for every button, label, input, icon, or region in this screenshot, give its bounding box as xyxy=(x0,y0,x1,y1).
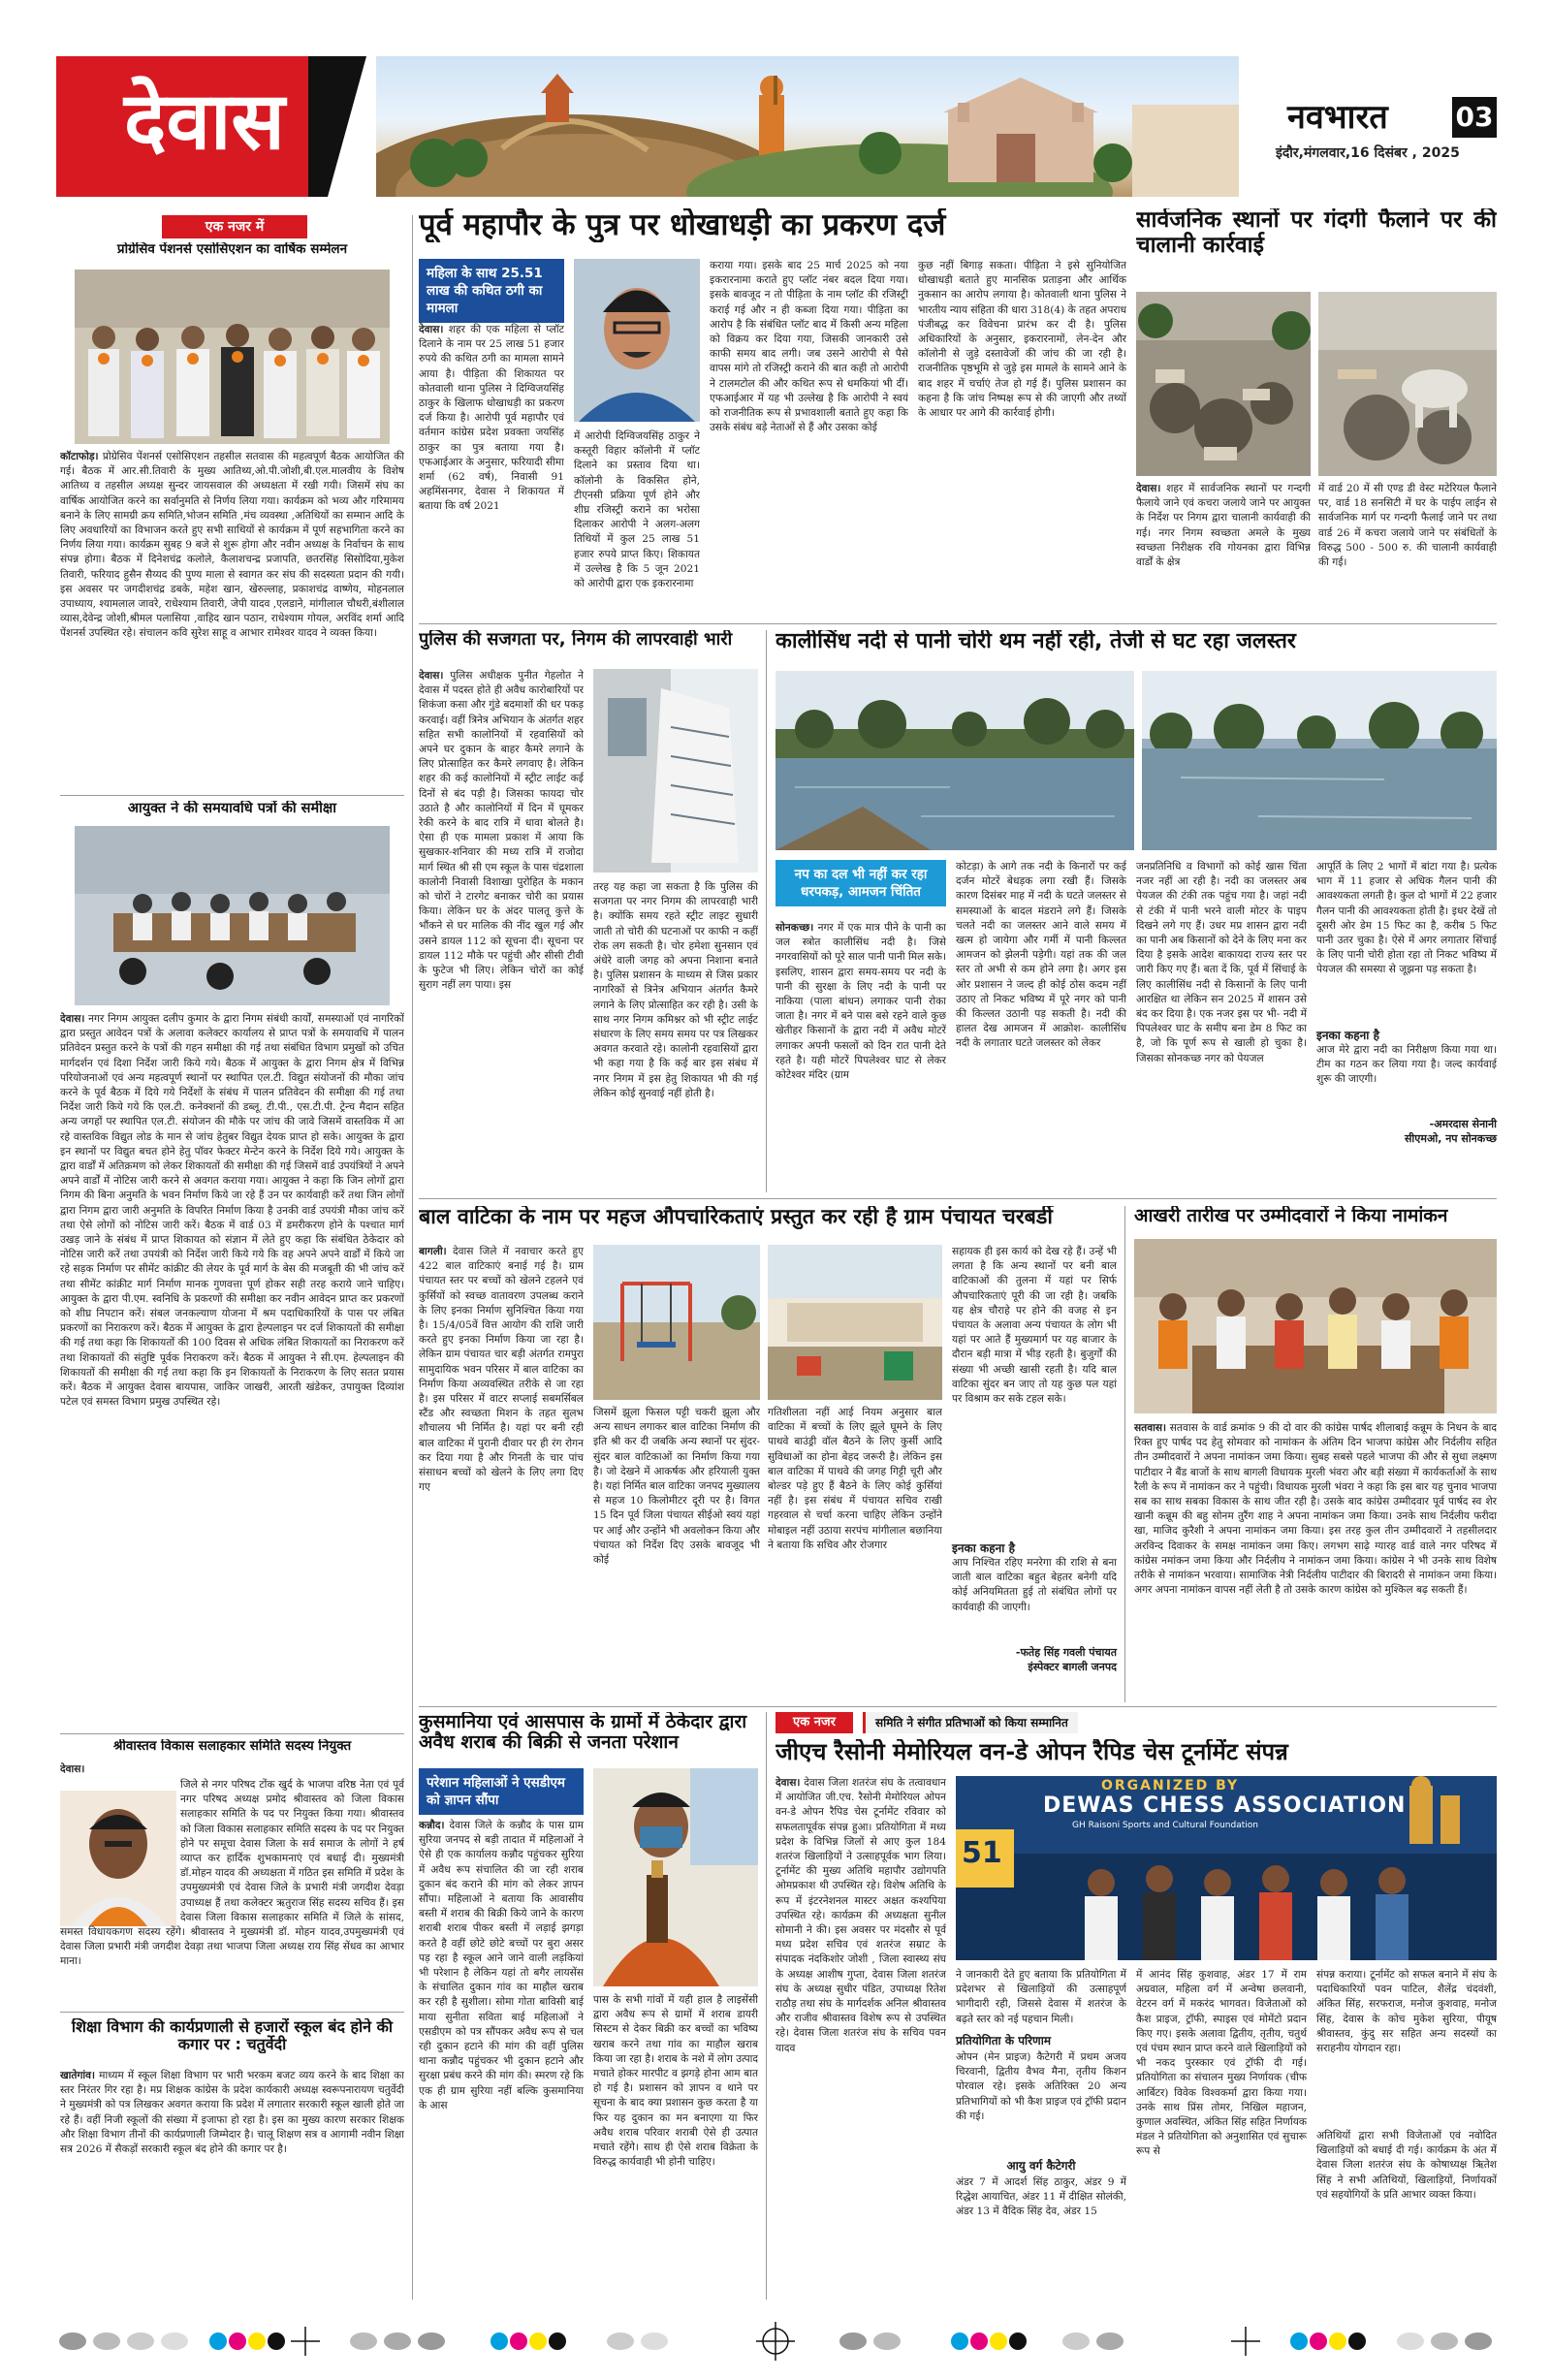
chess-banner-top: ORGANIZED BY xyxy=(1101,1778,1240,1793)
appointment-body xyxy=(60,1778,404,2006)
sharab-col2 xyxy=(593,1993,758,2298)
bal-vatika-col3 xyxy=(768,1406,942,1700)
kalisindh-text-1: नगर में एक मात्र पीने के पानी का जल स्त्रोत कालीसिंध नदी है। जिसे नगरवासियों को पूरे साल पानी पानी मिल सके। इसलिए, शासन द्वारा समय-समय पर नदी के पानी की सुरक्षा के लिए नदी के पानी पर नाकिया (पाला बांधन) लगाकर पानी रोका जाता है। नगर में बने पास बसे रहने वाले कुछ खेतीहर किसानों के द्वारा नदी में अवैध मोटरें लगाकर अपनी फसलों को दिन रात पानी देते रहते है। यही मोटरें पिपलेश्वर घाट से लेकर कोटेश्वर मंदिर (ग्राम xyxy=(776,922,946,1082)
kalisindh-col3 xyxy=(1136,860,1307,1190)
masthead xyxy=(56,56,1499,197)
kalisindh-story xyxy=(776,630,1497,1192)
page-number: 03 xyxy=(1452,97,1497,138)
chess-col3 xyxy=(1136,1968,1307,2298)
chess-photo xyxy=(956,1776,1497,1960)
pensioners-photo xyxy=(75,270,390,444)
education-body xyxy=(60,2069,404,2292)
left-column-separator xyxy=(412,215,413,2300)
top-story-text-4: कुछ नहीं बिगाड़ सकता। पीड़िता ने इसे सुनियोजित धोखाधड़ी बताते हुए मानसिक प्रताड़ना और आर्थिक नुकसान का आरोप लगाया है। कोतवाली थाना पुलिस ने भारतीय न्याय संहिता की धारा 318(4) के तहत अपराध पंजीबद्ध कर विवेचना प्रारंभ कर दी है। पुलिस अधिकारियों के अनुसार, इकरारनामों, लेन-देन और कॉलोनी से जुड़े दस्तावेजों की जांच की जा रही है। राजनीतिक पृष्ठभूमि से जुड़े इस मामले के सामने आने के बाद शहर में चर्चाएं तेज हो गई हैं। पुलिस प्रशासन का कहना है कि जांच निष्पक्ष रूप से की जाएगी और तथ्यों के आधार पर आगे की कार्रवाई होगी। xyxy=(918,260,1126,420)
gandagi-col2 xyxy=(1318,482,1497,619)
pensioners-headline: प्रोग्रेसिव पेंशनर्स एसोसिएशन का वार्षिक सम्मेलन xyxy=(116,242,348,257)
gandagi-headline: सार्वजनिक स्थानों पर गंदगी फैलाने पर की चालानी कार्रवाई xyxy=(1136,208,1497,258)
kalisindh-col1 xyxy=(776,921,946,1190)
kalisindh-signature-title: सीएमओ, नप सोनकच्छ xyxy=(1405,1132,1497,1145)
kalisindh-photo-2 xyxy=(1142,671,1497,850)
sharab-lead: कन्नौद। xyxy=(419,1820,445,1831)
chess-text-1: देवास जिला शतरंज संघ के तत्वावधान में आयोजित जी.एच. रैसोनी मेमोरियल ओपन वन-डे ओपन रैपिड चेस टूर्नामेंट रविवार को सफलतापूर्वक संपन्न हुआ। प्रतियोगिता में मध्य प्रदेश के विभिन्न जिलों से आए कुल 184 शतरंज खिलाड़ियों ने उत्साहपूर्वक भाग लिया। टूर्नामेंट की मुख्य अतिथि महापौर उद्योगपति ओमप्रकाश थी उपस्थित रहे। विशेष अतिथि के रूप में इंटरनेशनल मास्टर अक्षत कश्यपिया उपस्थित रहे। कार्यक्रम की अध्यक्षता सुनील सोमानी ने की। इस अवसर पर मंदसौर से पूर्व मध्य प्रदेश सचिव एवं शतरंज सम्राट के संपादक नंदकिशोर जोशी , जिला स्वास्थ्य संघ के अध्यक्ष आशीष गुप्ता, देवास जिला शतरंज संघ के अध्यक्ष सुधीर पंडित, उपाध्यक्ष रितेश राठौड़ तथा संघ के मार्गदर्शक अनिल श्रीवास्तव और राजीव श्रीवास्तव विशेष रूप से उपस्थित रहे। देवास जिला शतरंज संघ के सचिव पवन यादव xyxy=(776,1777,946,2054)
bal-vatika-col1 xyxy=(419,1245,584,1700)
bal-vatika-quote-label: इनका कहना है xyxy=(952,1541,1015,1555)
divider-top-row xyxy=(419,623,1497,624)
review-headline: आयुक्त ने की समयावधि पत्रों की समीक्षा xyxy=(127,801,337,816)
sharab-text-1: देवास जिले के कन्नौद के पास ग्राम सुरिया जनपद से बड़ी तादात में महिलाओं ने ऐसे ही एक कार्यालय कन्नौद पहुंचकर सुरिया में अवैध रूप संचालित की जा रही शराब दुकान बंद कराने की मांग को लेकर ज्ञापन सौंपा। महिलाओं ने बताया कि आवासीय बस्ती में शराब की बिक्री किये जाने के कारण शराबी शराब पीकर बस्ती में लड़ाई झगड़ा करते है वहीं छोटे छोटे बच्चों पर बुरा असर पड़ रहा है स्कूल आने जाने वाली लड़कियां भी परेशान है लेकिन यहां तो बगैर लायसेंस के संचालित दुकान गांव का माहौल खराब कर रही है सुशीला। सोमा गोता बाविसी बाई माया सुनीता सविता बाई महिलाओं ने एसडीएम को पत्र सौंपकर अवैध रूप से चल रही दुकान हटाने की मांग की वहीं पुलिस थाना कन्नौद पहुंचकर भी दुकान हटाने और सुरक्षा प्रबंध करने की मांग की। स्मरण रहे कि एक ही ग्राम सुरिया नहीं बल्कि कुसमानिया के आस xyxy=(419,1820,584,2111)
left-kicker: एक नजर में xyxy=(162,215,307,238)
bal-vatika-headline: बाल वाटिका के नाम पर महज औपचारिकताएं प्रस्तुत कर रही है ग्राम पंचायत चरबर्डी xyxy=(419,1206,1053,1229)
chess-text-2c: अंडर 7 में आदर्श सिंह ठाकुर, अंडर 9 में रिद्धेश आयाचित, अंडर 11 में दीक्षित सोलंकी, अंडर 13 में वैदिक सिंह देव, अंडर 15 xyxy=(956,2176,1126,2218)
top-story-text-2: में आरोपी दिग्विजयसिंह ठाकुर ने कस्तूरी विहार कॉलोनी में प्लॉट दिलाने का प्रस्ताव दिया था। कॉलोनी के विकसित होने, टीएनसी प्रक्रिया पूर्ण होने और शीघ्र रजिस्ट्री कराने का भरोसा दिलाकर आरोपी ने अलग-अलग तिथियों में कुल 25 लाख 51 हजार रुपये प्राप्त किए। शिकायत में उल्लेख है कि 5 जून 2021 को आरोपी द्वारा एक इकरारनामा xyxy=(574,430,700,590)
bal-vatika-text-2: जिसमें झूला फिसल पट्टी चकरी झूला और अन्य साधन लगाकर बाल वाटिका निर्माण की इति श्री कर दी जबकि अन्य स्थानों पर सुंदर-सुंदर बाल वाटिकाओं का निर्माण किया गया है। जो देखने में आकर्षक और हरियाली युक्त है। यहां निर्मित बाल वाटिका जनपद मुख्यालय से महज 10 किलोमीटर दूरी पर है। विगत 15 दिन पूर्व जिला पंचायत सीईओ स्वयं यहां पर आई और उन्होंने भी अवलोकन किया और पंचायत को निर्देश दिए उसके बावजूद भी कोई xyxy=(593,1407,760,1567)
kalisindh-lead: सोनकच्छ। xyxy=(776,922,814,934)
chess-banner-date: 51 xyxy=(962,1836,1002,1870)
police-photo xyxy=(593,669,758,873)
review-body xyxy=(60,1012,404,1728)
chess-text-2b: ओपन (मेन प्राइज) कैटेगरी में प्रथम अजय चिरवानी, द्वितीय वैभव मैना, तृतीय किशन पोरवाल रहे। इसके अतिरिक्त 20 अन्य प्रतिभागियों को भी कैश प्राइज एवं ट्रॉफी प्रदान की गई। xyxy=(956,2051,1126,2122)
gandagi-text-1: शहर में सार्वजनिक स्थानों पर गन्दगी फैलाये जाने एवं कचरा जलाये जाने पर आयुक्त के निर्देश पर निगम द्वारा चालानी कार्यवाही की गई। नगर निगम स्वच्छता अमले के मुख्य स्वच्छता निरीक्षक रवि गोयनका द्वारा विभिन्न वार्डों के क्षेत्र xyxy=(1136,483,1311,569)
sharab-story xyxy=(419,1712,758,2300)
brand-logo: नवभारत xyxy=(1287,98,1388,137)
nomination-lead: सतवास। xyxy=(1134,1422,1167,1434)
divider-lower-row xyxy=(419,1706,1497,1707)
bal-vatika-photo-2 xyxy=(768,1245,942,1400)
police-lead: देवास। xyxy=(419,670,444,682)
chess-banner-title: DEWAS CHESS ASSOCIATION xyxy=(1043,1793,1407,1818)
chess-kicker: एक नजर xyxy=(776,1712,853,1733)
sharab-headline: कुसमानिया एवं आसपास के ग्रामों में ठेकेदार द्वारा अवैध शराब की बिक्री से जनता परेशान xyxy=(419,1712,747,1754)
left-divider-3 xyxy=(60,2012,404,2013)
pensioners-lead: कॉटाफोड़। xyxy=(60,451,99,462)
top-story-col3 xyxy=(710,259,908,619)
top-story-photo xyxy=(574,259,700,422)
left-divider-1 xyxy=(60,795,404,796)
kalisindh-quote-label: इनका कहना है xyxy=(1316,1029,1379,1042)
chess-results-heading: प्रतियोगिता के परिणाम xyxy=(956,2034,1052,2047)
gandagi-col1 xyxy=(1136,482,1311,619)
bal-vatika-text-3: गतिशीलता नहीं आई नियम अनुसार बाल वाटिका में बच्चों के लिए झूले घूमने के लिए पाथवे बाउंड्री वॉल बैठने के लिए कुर्सी आदि सुविधाओं का होना बेहद जरूरी है। लेकिन इस बाल वाटिका में पाथवे की जगह गिट्टी चूरी और बोल्डर पड़े हुए हैं बैठने के लिए कोई कुर्सियां नहीं है। इस संबंध में पंचायत सचिव राखी गहरवाल से चर्चा करना चाहिए लेकिन उन्होंने मोबाइल नहीं उठाया सरपंच मांगीलाल बछानिया ने बताया कि सचिव और रोजगार xyxy=(768,1407,942,1551)
footer-registration xyxy=(0,2312,1551,2370)
review-photo xyxy=(75,826,390,1005)
nomination-photo xyxy=(1134,1239,1497,1413)
chess-text-2: ने जानकारी देते हुए बताया कि प्रतियोगिता में प्रदेशभर से खिलाड़ियों की उत्साहपूर्ण भागीदारी रही, जिससे देवास में शतरंज के बढ़ते स्तर को नई पहचान मिली। xyxy=(956,1969,1126,2025)
top-story-col1 xyxy=(419,323,564,619)
nomination-headline: आखरी तारीख पर उम्मीदवारों ने किया नामांकन xyxy=(1134,1206,1448,1226)
dateline: इंदौर,मंगलवार,16 दिसंबर , 2025 xyxy=(1276,145,1460,161)
appointment-text: जिले से नगर परिषद टोंक खुर्द के भाजपा वरिष्ठ नेता एवं पूर्व नगर परिषद अध्यक्ष प्रमोद श्रीवास्तव को जिला विकास सलाहकार समिति के पद पर नियुक्त किया गया। श्रीवास्तव को जिला विकास सलाहकार समिति सदस्य के पद पर नियुक्त होने पर समूचा देवास जिला के सर्व समाज के लोगों ने हर्ष व्याप्त कर हार्दिक शुभकामनाएं एवं बधाई दी। मुख्यमंत्री डॉ.मोहन यादव की अध्यक्षता में गठित इस समिति में प्रदेश के उपमुख्यमंत्री एवं देवास जिले के प्रभारी मंत्री जगदीश देवड़ा उपाध्यक्ष हैं तथा कलेक्टर ऋतुराज सिंह सदस्य सचिव हैं। इस देवास जिला विकास सलाहकार समिति में जिले के सांसद, समस्त विधायकगण सदस्य रहेंगे। श्रीवास्तव ने मुख्यमंत्री डॉ. मोहन यादव,उपमुख्यमंत्री एवं देवास जिला प्रभारी मंत्री जगदीश देवड़ा तथा भाजपा जिला अध्यक्ष राय सिंह सेंधव का आभार माना। xyxy=(60,1779,404,1968)
education-headline: शिक्षा विभाग की कार्यप्रणाली से हजारों स्कूल बंद होने की कगार पर : चतुर्वेदी xyxy=(71,2018,394,2053)
appointment-headline: श्रीवास्तव विकास सलाहकार समिति सदस्य नियुक्त xyxy=(112,1739,352,1754)
gandagi-text-2: में वार्ड 20 में सी एण्ड डी वेस्ट मटेरियल फैलाने पर, वार्ड 18 सनसिटी में घर के पाईप लाईन से सार्वजनिक मार्ग पर गन्दगी फैलाई जाने पर तथा वार्ड 26 में कचरा जलाये जाने पर संबंधितों के विरुद्ध 500 - 500 रु. की चालानी कार्यवाही की गई। xyxy=(1318,483,1497,569)
police-text-2: तरह यह कहा जा सकता है कि पुलिस की सजगता पर नगर निगम की लापरवाही भारी है। क्योंकि समय रहते स्ट्रीट लाइट सुधारी जाती तो चोरी की घटनाओं पर काफी न कहीं रोक लग सकती है। चोर हमेशा सुनसान एवं अंधेरे वाली जगह को अपना निशाना बनाते है। पुलिस प्रशासन के माध्यम से जिस प्रकार नागरिकों से त्रिनेत्र अभियान अंतर्गत कैमरे लगाने के लिए प्रोत्साहित कर रही है। उसी के साथ नगर निगम कमिश्नर को भी स्ट्रीट लाईट संधारण के लिए समय समय पर पत्र लिखकर अवगत करवाते रहे। कालोनी रहवासियों द्वारा भी कहा गया है कि कई बार इस संबंध में नगर निगम में इस हेतु शिकायत भी की गई लेकिन कोई सुनवाई नहीं होती है। xyxy=(593,881,758,1099)
bal-vatika-story xyxy=(419,1206,1117,1702)
top-story-col4 xyxy=(918,259,1126,619)
kalisindh-headline: कालीसिंध नदी से पानी चोरी थम नहीं रही, तेजी से घट रहा जलस्तर xyxy=(776,630,1296,653)
top-story-lead: देवास। xyxy=(419,324,444,335)
gandagi-story xyxy=(1136,208,1497,620)
kalisindh-photo-1 xyxy=(776,671,1134,850)
top-story-headline: पूर्व महापौर के पुत्र पर धोखाधड़ी का प्रकरण दर्ज xyxy=(419,208,946,242)
bal-vatika-signature-name: -फतेह सिंह गवली पंचायत xyxy=(1015,1646,1117,1659)
chess-text-2-wrap xyxy=(956,1968,1126,2030)
bal-vatika-quote: आप निश्चित रहिए मनरेगा की राशि से बना जाती बाल वाटिका बहुत बेहतर बनेगी यदि कोई अनियमितता हुई तो संबंधित लोगों पर कार्यवाही की जाएगी। xyxy=(952,1557,1117,1613)
review-lead: देवास। xyxy=(60,1013,85,1025)
pensioners-body xyxy=(60,450,404,789)
top-story-col2 xyxy=(574,429,700,619)
top-story xyxy=(419,208,1126,620)
top-story-text-1: शहर की एक महिला से प्लॉट दिलाने के नाम पर 25 लाख 51 हजार रुपये की कथित ठगी का मामला सामने आया है। पीड़िता की शिकायत पर कोतवाली थाना पुलिस ने दिग्विजयसिंह ठाकुर के खिलाफ धोखाधड़ी का प्रकरण दर्ज किया है। आरोपी पूर्व महापौर एवं वर्तमान कांग्रेस प्रदेश प्रवक्ता जयसिंह ठाकुर का पुत्र बताया गया है। एफआईआर के अनुसार, फरियादी सीमा शर्मा (62 वर्ष), निवासी 91 अहमिंसनगर, देवास ने शिकायत में बताया कि वर्ष 2021 xyxy=(419,324,564,513)
bal-vatika-photo-1 xyxy=(593,1245,760,1400)
gandagi-lead: देवास। xyxy=(1136,483,1161,494)
header-collage xyxy=(376,56,1239,197)
police-kalisindh-separator xyxy=(766,630,767,1192)
chess-banner-sub: GH Raisoni Sports and Cultural Foundation xyxy=(1072,1821,1258,1830)
gandagi-photo-1 xyxy=(1136,292,1311,476)
police-col2 xyxy=(593,880,758,1188)
nomination-body xyxy=(1134,1421,1497,1700)
divider-middle-row xyxy=(419,1198,1497,1199)
left-column xyxy=(60,215,404,2300)
chess-lead: देवास। xyxy=(776,1777,801,1789)
chess-story xyxy=(776,1712,1497,2300)
kalisindh-quote: आज मेरे द्वारा नदी का निरीक्षण किया गया था। टीम का गठन कर लिया गया है। जल्द कार्यवाई शुरू की जाएगी। xyxy=(1316,1044,1497,1086)
chess-col1 xyxy=(776,1776,946,2298)
police-col1 xyxy=(419,669,584,1188)
sharab-photo xyxy=(593,1768,758,1986)
vatika-nomination-separator xyxy=(1124,1206,1125,1702)
chess-text-4-wrap xyxy=(1316,1968,1497,2123)
kalisindh-text-3: जनप्रतिनिधि व विभागों को कोई खास चिंता नजर नहीं आ रही है। नदी का जलस्तर अब पेयजल की टंकी तक पहुंच गया है। जहां नदी से टंकी में पानी भरने वाली मोटर के पाइप दिखने लगे गए हैं। उधर मप्र शासन द्वारा नदी का पानी अब किसानों को देने के लिए मना कर दिया है इसके आदेश बाकायदा राज्य स्तर पर जारी किए गए हैं। बता दें कि, पूर्व में सिंचाई के लिए कालीसिंध नदी से किसानों के लिए पानी आरक्षित था लेकिन सन 2025 में शासन उसे बंद कर दिया है। एक नजर इस पर भी- नदी में पिपलेश्वर घाट के समीप बना डेम 8 फिट का है, जो कि पूर्ण रूप से खाली हो चुका है। जिसका सोनकच्छ नगर को पेयजल xyxy=(1136,861,1307,1064)
chess-text-3: में आनंद सिंह कुशवाह, अंडर 17 में राम अग्रवाल, महिला वर्ग में अन्वेषा छलवानी, वेटरन वर्ग में मकरंद भागवत। विजेताओं को कैश प्राइज, ट्रॉफी, स्पाइस एवं मोमेंटो प्रदान किए गए। इसके अलावा द्वितीय, तृतीय, चतुर्थ एवं पंचम स्थान प्राप्त करने वाले खिलाड़ियों को भी नकद पुरस्कार एवं ट्रॉफी दी गई। प्रतियोगिता का संचालन मुख्य निर्णायक (चीफ आर्बिटर) विवेक विश्वकर्मा द्वारा किया गया। उनके साथ प्रिंस तोमर, निखिल महाजन, कुणाल अवस्थित, अंकित सिंह सहित निर्णायक मंडल ने प्रतियोगिता को अनुशासित एवं सुचारू रूप से xyxy=(1136,1969,1307,2158)
bal-vatika-col2 xyxy=(593,1406,760,1700)
police-text-1: पुलिस अधीक्षक पुनीत गेहलोत ने देवास में पदस्त होते ही अवैध कारोबारियों पर शिकंजा कसा और गुंडे बदमाशों की धर पकड़ करवाई। वहीं त्रिनेत्र अभियान के अंतर्गत शहर सहित सभी कालोनियों में रहवासियों को अपने घर दुकान के बाहर कैमरे लगाने के लिए प्रोत्साहित कर कैमरे लगवाए है। लेकिन शहर की कई कालोनियों में स्ट्रीट लाईट कई दिनों से बंद पड़ी है। जिसका फायदा चोर उठाते है और कालोनियों में दिन में घूमकर रेकी करने के बाद रात्रि में धावा बोलते है। ऐसा ही एक मामला प्रकाश में आया कि सुखकार-शनिवार की मध्य रात्रि में राजोदा मार्ग स्थित श्री सी एम स्कूल के पास चंद्रशाला कालोनी निवासी विशाखा पुरोहित के मकान को चोरों ने टारगेट बनाकर चोरी का प्रयास किया। लेकिन घर के अंदर पालतू कुत्ते के भौंकने से घर मालिक की नींद खुल गई और उसने डायल 112 को सूचना दी। सूचना पर डायल 112 मौके पर पहुंची और सीसी टीवी के फुटेज भी लिए। लेकिन चोरों का कोई सुराग नहीं लग पाया। इस xyxy=(419,670,584,992)
chess-text-4b: अतिथियों द्वारा सभी विजेताओं एवं नवोदित खिलाड़ियों को बधाई दी गई। कार्यक्रम के अंत में देवास जिला शतरंज संघ के कोषाध्यक्ष ऋितेश सिंह ने सभी अतिथियों, खिलाड़ियों, निर्णायकों एवं सहयोगियों के प्रति आभार व्यक्त किया। xyxy=(1316,2130,1497,2201)
chess-headline: जीएच रैसोनी मेमोरियल वन-डे ओपन रैपिड चेस टूर्नामेंट संपन्न xyxy=(776,1739,1288,1765)
kalisindh-signature-name: -अमरदास सेनानी xyxy=(1429,1118,1497,1130)
chess-col2 xyxy=(956,1968,1126,2298)
bal-vatika-col4 xyxy=(952,1245,1117,1700)
section-title: देवास xyxy=(124,76,285,168)
nomination-story xyxy=(1134,1206,1497,1702)
chess-col4 xyxy=(1316,1968,1497,2298)
kalisindh-text-4-wrap xyxy=(1316,860,1497,1025)
kalisindh-text-4: आपूर्ति के लिए 2 भागों में बांटा गया है। प्रत्येक भाग में 11 हजार से अधिक गैलन पानी की आवश्यकता लगती है। कुल दो भागों में 22 हजार गैलन पानी की आवश्यकता होती है। इधर देखें तो दूसरी ओर डेम 15 फिट का है, करीब 5 फिट पानी उतर चुका है। ऐसे में अगर लगातार सिंचाई के लिए पानी चोरी होता रहा तो निकट भविष्य में पेयजल की समस्या से जूझना पड़ सकता है। xyxy=(1316,861,1497,976)
kalisindh-subhead: नप का दल भी नहीं कर रहा धरपकड़, आमजन चिंतित xyxy=(776,860,946,906)
bal-vatika-text-4: सहायक ही इस कार्य को देख रहे हैं। उन्हें भी लगता है कि अन्य स्थानों पर बनी बाल वाटिकाओं की तुलना में यहां पर सिर्फ औपचारिकताएं पूरी की जा रही है। जबकि यह क्षेत्र चौराहे पर होने की वजह से इन पंचायत के अलावा अन्य पंचायत के लोग भी यहां पर आते हैं मुख्यमार्ग पर यह बाजार के दौरान बड़ी मात्रा में भीड़ रहती है। बुजुर्गों की संख्या भी अच्छी खासी रहती है। यदि बाल वाटिका सुंदर बन जाए तो यह कुछ पल यहां पर विश्राम कर सके टहल सके। xyxy=(952,1246,1117,1406)
top-story-subhead: महिला के साथ 25.51 लाख की कथित ठगी का मामला xyxy=(419,259,564,323)
top-story-text-3: कराया गया। इसके बाद 25 मार्च 2025 को नया इकरारनामा कराते हुए प्लॉट नंबर बदल दिया गया। इसके बावजूद न तो पीड़िता के नाम प्लॉट की रजिस्ट्री कराई गई और न ही कब्जा दिया गया। पीड़िता का आरोप है कि संबंधित प्लॉट बाद में किसी अन्य महिला को विक्रय कर दिया गया, जिसकी जानकारी उसे काफी समय बाद लगी। जब उसने आरोपी से पैसे वापस मांगे तो रजिस्ट्री कराने की बात कही तो आरोपी ने टालमटोल की और कथित रूप से धमकियां भी दीं। एफआईआर में यह भी उल्लेख है कि आरोपी ने स्वयं को राजनीतिक रूप से प्रभावशाली बताते हुए कहा कि उसके संबंध बड़े नेताओं से हैं और उसका कोई xyxy=(710,260,908,434)
header-black-band xyxy=(308,56,381,197)
sharab-text-2: पास के सभी गांवों में यही हाल है लाइसेंसी द्वारा अवैध रूप से ग्रामों में शराब डायरी सिस्टम से देकर बिक्री कर बच्चों का भविष्य खराब करने तथा गांव का माहौल खराब किया जा रहा है। शराब के नशे में लोग उत्पाद मचाते होकर मारपीट व झगड़े होना आम बात हो गई है। प्रशासन को ज्ञापन व थाने पर सूचना के बाद क्या प्रशासन कुछ करता है या फिर यह दुकान का मन बनाएगा या फिर अवैध शराब परिवार शराबी ऐसे ही उत्पात मचाते रहेंगे। साथ ही ऐसे शराब विक्रेता के विरुद्ध कार्यवाही भी होनी चाहिए। xyxy=(593,1994,758,2169)
police-story xyxy=(419,630,758,1192)
left-divider-2 xyxy=(60,1733,404,1734)
kalisindh-col2 xyxy=(956,860,1126,1190)
kalisindh-text-2: कोटड़ा) के आगे तक नदी के किनारों पर कई दर्जन मोटरें बेधड़क लगा रखी हैं। जिसके कारण दिसंबर माह में नदी के घटते जलस्तर से समस्याओं के बादल मंडराने लगे हैं। जिसके चलते नदी का जलस्तर आने वाले समय में खत्म हो जायेगा और गर्मी में पानी किल्लत आमजन को झेलनी पड़ेगी। यहां तक की जल स्तर तो अभी से कम होने लगा है। अगर इस ओर प्रशासन ने जल्द ही कोई ठोस कदम नहीं उठाए तो निकट भविष्य में पूरे नगर को पानी की किल्लत उठानी पड़ सकती है। नदी की हालत देख आमजन में आक्रोश- कालीसिंध नदी के लगातार घटते जलस्तर को लेकर xyxy=(956,861,1126,1050)
education-lead: खातेगांव। xyxy=(60,2070,96,2081)
pensioners-text: प्रोग्रेसिव पेंशनर्स एसोसिएशन तहसील सतवास की महत्वपूर्ण बैठक आयोजित की गई। बैठक में आर.सी.तिवारी के मुख्य आतिथ्य,ओ.पी.जोशी,बी.एल.मालवीय के विशेष आतिथ्य व तहसील अध्यक्ष सुन्दर जायसवाल की अध्यक्षता में रखी गयी। जिसमें संघ का वार्षिक आयोजित करने का सर्वानुमति से निर्णय लिया गया। कार्यक्रम को भव्य और गरिमामय बनाने के लिए सामग्री क्रय समिति,भोजन समिति ,मंच व्यवस्था ,अतिथियों का सम्मान आदि के लिए अवधारियों का विभाजन करते हुए सभी साथियों से कार्यक्रम में पूर्ण सहभागिता करने का निर्णय लिया गया। कार्यक्रम सुबह 9 बजे से शुरू होगा और नवीन अध्यक्ष के निर्वाचन के साथ संपन्न होगा। बैठक में दिनेशचंद्र कलोले, कैलाशचन्द्र प्रजापति, छतरसिंह सिसोदिया,मुकेश तिवारी, फरियाद हुसैन सैय्यद की पुण्य माला से स्वागत कर संघ की सदस्यता प्रदान की गयी। इस अवसर पर जगदीशचंद्र डबके, महेश खान, खेरुल्लाह, प्रकाशचंद्र वाष्णेय, मोहनलाल उपाध्याय, श्यामलाल जावरे, राधेश्याम तिवारी, जेपी यादव ,एलडाने, मांगीलाल चौधरी,बंशीलाल व्यास,देवेन्द्र जोशी,श्रीमल पलासिया ,वाहिद खान पठान, राधेश्याम गोयल, अरविंद शर्मा आदि पेंशनर्स उपस्थित रहे। संचालन कवि सुरेश साहू व आभार रामेश्वर यादव ने व्यक्त किया। xyxy=(60,451,404,640)
chess-age-heading: आयु वर्ग कैटेगरी xyxy=(1006,2159,1076,2173)
sharab-chess-separator xyxy=(766,1712,767,2300)
sharab-subhead: परेशान महिलाओं ने एसडीएम को ज्ञापन सौंपा xyxy=(419,1768,584,1815)
kalisindh-col4 xyxy=(1316,860,1497,1190)
bal-vatika-text-4-wrap xyxy=(952,1245,1117,1536)
bal-vatika-signature-title: इंस्पेक्टर बागली जनपद xyxy=(1028,1661,1117,1673)
bal-vatika-lead: बागली। xyxy=(419,1246,447,1257)
sharab-col1 xyxy=(419,1819,584,2298)
nomination-text: सतवास के वार्ड क्रमांक 9 की दो वार की कांग्रेस पार्षद शीलाबाई कन्नूम के निधन के बाद रिक्त हुए पार्षद पद हेतु सोमवार को नामांकन के अंतिम दिन भाजपा कांग्रेस और निर्दलीय सहित तीन उम्मीदवारों ने अपना नामांकन जमा किया। सुबह सबसे पहले भाजपा की और से सुधा लक्ष्मण पाटीदार ने बैंड बाजों के साथ बागली विधायक मुरली भंवरा और बड़ी संख्या में कार्यकर्ताओं के साथ रैली के रूप में नामांकन कर ने पहुंची। विधायक मुरली भंवरा ने कहा कि इस बार यह चुनाव भाजपा सब का साथ सबका विकास के साथ जीत रही है। उसके बाद कांग्रेस उम्मीदवार पूर्व पार्षद स्व शेर खानी कन्नूम की बहु सोनम तुरैंग शाह ने अपना नामांकन जमा किया। उनके साथ निर्दलीय फरीदा खा, माजिद कुरैशी ने अपना नामांकन जमा किया। इस तरह कुल तीन उम्मीदवारों ने तहसीलदार अरविन्द दिवाकर के समक्ष नामांकन जमा किए। लगभग साढ़े ग्यारह वार्ड वाले नगर परिषद में कांग्रेस नमांकन जमा किया और निर्दलीय ने नामांकन जमा किया। कांग्रेस ने भी उनके साथ विशेष तरीके से नामांकन भरवाया। सामाजिक नेत्री निर्दलीय पाटीदार की बिरादरी से नामांकन जमा किया। अगर अपना नामांकन वापस नहीं लेती है तो उसके कारण कांग्रेस को मुश्किल बढ़ सकती हैं। xyxy=(1134,1422,1497,1597)
police-headline: पुलिस की सजगता पर, निगम की लापरवाही भारी xyxy=(419,630,733,650)
appointment-lead: देवास। xyxy=(60,1763,85,1775)
review-text: नगर निगम आयुक्त दलीप कुमार के द्वारा निगम संबंधी कार्यों, समस्याओं एवं नागरिकों द्वारा प्रस्तुत आवेदन पत्रों के अलावा कलेक्टर कार्यालय से प्राप्त पत्रों के समयावधि में पालन प्रतिवेदन प्रस्तुत करने के पत्रों की गहन समीक्षा की गई तथा संबंधित विभाग प्रमुखों को उचित मार्गदर्शन एवं दिशा निर्देश जारी किये गये। बैठक में आयुक्त के द्वारा निगम क्षेत्र में विभिन्न परियोजनाओं एवं अन्य महत्वपूर्ण स्थानों पर स्थापित एल.टी. विद्युत संयोजनों की मौका जांच करने के पूर्व बैठक में दिये गये निर्देशों के संबंध में पालन प्रतिवेदन की समीक्षा की गई तथा निर्देश जारी किये गये कि एल.टी. कनेक्शनों की डब्लू. टी.पी., एस.टी.पी. ट्रेन्च मैदान सहित अन्य जगहों पर स्थापित एल.टी. संयोजन की मौके पर जांच की जावे जिसमें वास्तविक में आ रहे वास्तविक विद्युत लोड के मान से जांच हेतुबर विद्युत देयक प्राप्त हो सके। आयुक्त के द्वारा इन स्थानों पर विद्युत बचत होने हेतु पॉवर फेक्टर मेन्टेन करने के निर्देश दिये गये। आयुक्त के द्वारा वार्डों में अतिक्रमण को लेकर शिकायतों की समीक्षा की गई जिसमें वार्ड उपयंत्रियों ने अपने अपने वार्डों में नोटिस जारी करने से अवगत कराया गया। आयुक्त ने कहा कि जिन लोगों द्वारा निगम की बिना अनुमति के भवन निर्माण किये जा रहे हैं उन पर कार्यवाही करें तथा जिन लोगों द्वारा निगम द्वारा जारी अनुमति के विपरित निर्माण किया है उनकी वार्ड उपयंत्री मौका जांच करें तथा ऐसे लोगों को नोटिस जारी करें। बैठक में वार्ड 03 में डमरीकरण होने के पश्चात मार्ग उखड़ जाने के संबंध में प्राप्त शिकायत को संज्ञान में लेते हुए कहा कि संबंधित ठेकेदार को नोटिस जारी करें तथा उपयंत्री को निर्देश जारी किये गये कि वह अपने अपने वार्डों में किये जा रहे सड़क निर्माण पर सीमेंट कांक्रीट की लेयर के पूर्व मार्ग के बेस की मजबूती की भी जांच करें तथा सीमेंट कांक्रीट मार्ग निर्माण मानक गुणवत्ता पूर्ण होकर सही तरह कराये जाने चाहिए। आयुक्त के द्वारा पी.एम. स्वनिधि के प्रकरणों की समीक्षा कर नवीन आवेदन प्राप्त कर प्रकरणों को शीघ्र निपटान करें। संबल जनकल्याण योजना में श्रम पदाधिकारियों के पास पर लंबित प्रकरणों का निराकरण करें। बैठक में आयुक्त के द्वारा हेल्पलाइन पर दर्ज शिकायतों की समीक्षा की गई तथा कहा कि शिकायतों की 100 दिवस से अधिक लंबित शिकायतों का निराकरण करें तथा शिकायतों की संतुष्टि पूर्वक निराकरण करें। बैठक में आयुक्त ने सी.एम. हेल्पलाइन की शिकायतों की समीक्षा की गई तथा कहा कि इन शिकायतों के निराकरण के लिए सतत प्रयास करें। बैठक में आयुक्त देवास बायपास, जाकिर जाखरी, आरती खंडेकर, उपायुक्त दिव्यांश पटेल एवं समस्त विभाग प्रमुख उपस्थित रहे। xyxy=(60,1013,404,1409)
bal-vatika-text-1: देवास जिले में नवाचार करते हुए 422 बाल वाटिकाएं बनाई गई है। ग्राम पंचायत स्तर पर बच्चों को खेलने टहलने एवं कुर्सियों को स्वच्छ वातावरण उपलब्ध कराने के लिए इनका निर्माण सुनिश्चित किया गया है। 15/4/05वें वित्त आयोग की राशि जारी करते हुए इनका निर्माण किया जा रहा है। लेकिन ग्राम पंचायत चार बड़ी अंतर्गत रामपुरा सामुदायिक भवन परिसर में बाल वाटिका का निर्माण किया अव्यवस्थित तरीके से जा रहा है। इस परिसर में वाटर सप्लाई सबमर्सिबल स्टैंड और स्वच्छता मिशन के तहत सुलभ शौचालय भी निर्मित है। यहां पर बनी रही बाल वाटिका में पुरानी दीवार पर ही रंग रोगन कर दिया गया है और गिनती के चार पांच संसाधन बच्चों को खेलने के लिए लगा दिए गए xyxy=(419,1246,584,1494)
chess-text-4: संपन्न कराया। टूर्नामेंट को सफल बनाने में संघ के पदाधिकारियों पवन पाटिल, शैलेंद्र चंदवंशी, अंकित सिंह, सरफराज, मनोज कुशवाह, मनोज सिंह, देवास के कोच मुकेश सुरिया, पीयूष श्रीवास्तव, कुंदु सर सहित अन्य सदस्यों का सराहनीय योगदान रहा। xyxy=(1316,1969,1497,2055)
gandagi-photo-2 xyxy=(1318,292,1497,476)
chess-kicker-sub: समिति ने संगीत प्रतिभाओं को किया सम्मानित xyxy=(863,1712,1078,1733)
education-text: माध्यम में स्कूल शिक्षा विभाग पर भारी भरकम बजट व्यय करने के बाद शिक्षा का स्तर निरंतर गिर रहा है। मप्र शिक्षक कांग्रेस के प्रदेश कार्यकारी अध्यक्ष स्वरूपनारायण चतुर्वेदी ने मुख्यमंत्री को पत्र लिखकर अवगत कराया कि प्रदेश में लगातार सरकारी स्कूल खाली होते जा रहे हैं। वहीं निजी स्कूलों की संख्या में इजाफा हो रहा है। इस का मुख्य कारण सरकार शिक्षक और शिक्षा विभाग तीनों की कार्यप्रणाली जिम्मेदार है। चालू शिक्षण सत्र व आगामी नवीन शिक्षा सत्र 2026 में सैकड़ों सरकारी स्कूल बंद होने की कगार पर है। xyxy=(60,2070,404,2156)
